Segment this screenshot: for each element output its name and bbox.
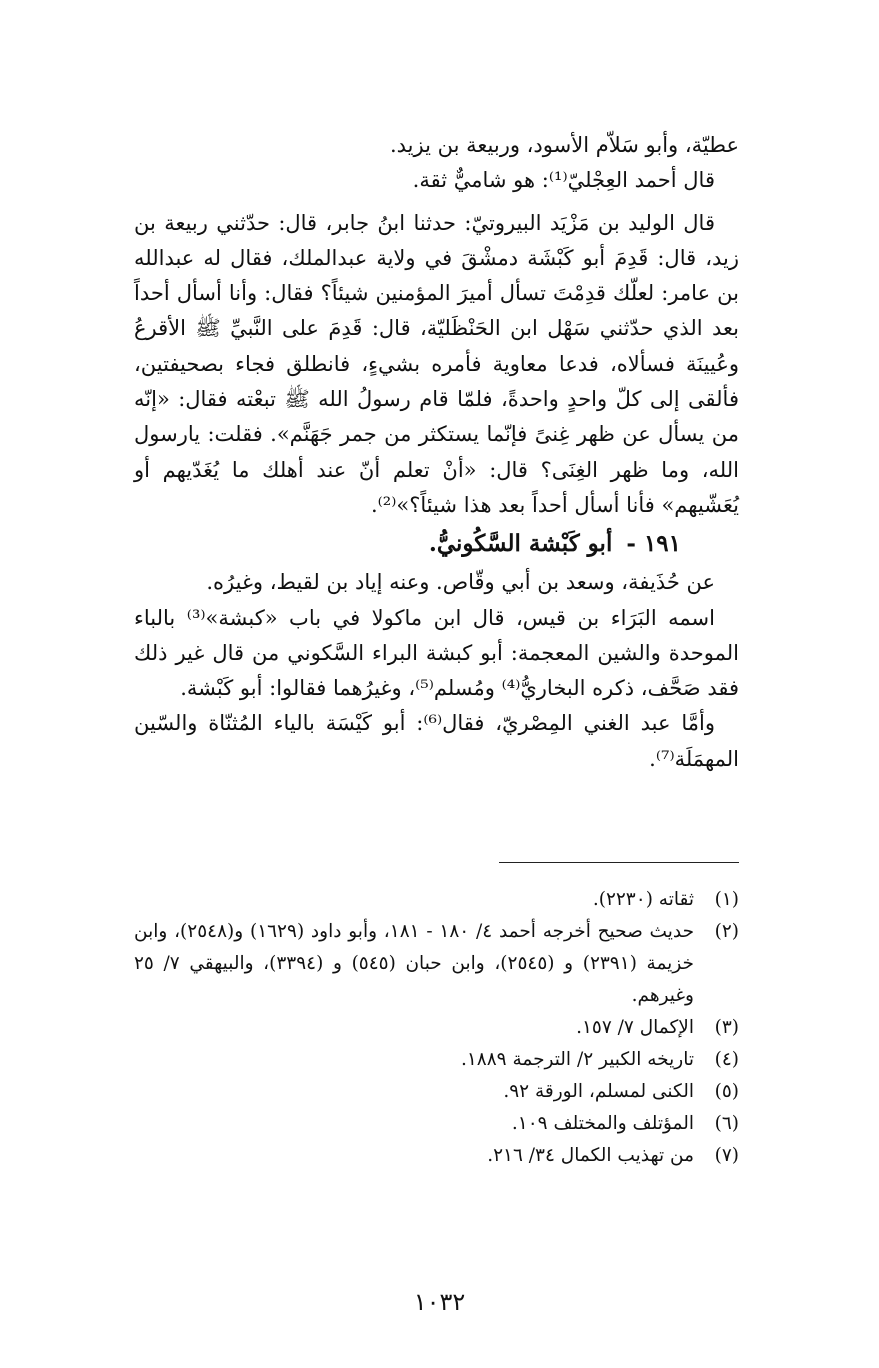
- entry-number: ١٩١ -: [626, 530, 681, 558]
- footnote-item: [134, 884, 739, 916]
- footnote-number: (٥): [714, 1081, 739, 1102]
- paragraph-transmitters: عن حُذَيفة، وسعد بن أبي وقّاص. وعنه إياد بن لقيط، وغيرُه.: [206, 570, 715, 595]
- entry-title: أبو كَبْشة السَّكُونيُّ.: [428, 530, 613, 558]
- paragraph-narrators: عطيّة، وأبو سَلاّم الأسود، وربيعة بن يزيد.: [389, 133, 739, 157]
- footnote-number: (٤): [714, 1049, 739, 1070]
- footnotes-list: [134, 884, 739, 1172]
- footnote-item: [134, 1012, 739, 1044]
- footnote-text: الإكمال ٧/ ١٥٧.: [576, 1017, 694, 1038]
- page-number: ١٠٣٢: [413, 1288, 466, 1316]
- footnote-divider: [499, 862, 739, 863]
- footnote-text: ثقاته (٢٢٣٠).: [592, 889, 694, 910]
- paragraph-hadith: قال الوليد بن مَزْيَد البيروتيّ: حدثنا ابنُ جابر، قال: حدّثني ربيعة بن زيد، قال: قَدِمَ أبو كَبْشَة دمشْقَ في ولاية عبدالملك، فقال له عبدالله بن عامر: لعلّك قدِمْتَ تسأل أميرَ المؤمنين شيئاً؟ فقال: وأنا أسأل أحداً بعد الذي حدّثني سَهْل ابن الحَنْظَليّة، قال: قَدِمَ على النَّبيِّ ﷺ الأقرعُ وعُيينَة فسألاه، فدعا معاوية فأمره بشيءٍ، فانطلق فجاء بصحيفتين، فألقى إلى كلّ واحدٍ واحدةً، فلمّا قام رسولُ الله ﷺ تبعْته فقال: «إنّه من يسأل عن ظهر غِنىً فإنّما يستكثر من جمر جَهَنَّم». فقلت: يارسول الله، وما ظهر الغِنَى؟ قال: «أنْ تعلم أنّ عند أهلك ما يُغَدّيهم أو يُعَشّيهم» فأنا أسأل أحداً بعد هذا شيئاً؟»⁽²⁾.: [134, 210, 739, 517]
- footnote-item: [134, 1044, 739, 1076]
- footnote-number: (١): [714, 889, 739, 910]
- footnote-number: (٧): [714, 1145, 739, 1166]
- paragraph-ijli-quote: قال أحمد العِجْليّ⁽¹⁾: هو شاميٌّ ثقة.: [412, 168, 715, 193]
- main-text: [134, 128, 739, 777]
- paragraph-abdulghani: وأمَّا عبد الغني المِصْريّ، فقال⁽⁶⁾: أبو كَيْسَة بالياء المُثنّاة والسّين المهمَلَة⁽⁷⁾.: [134, 711, 739, 771]
- footnote-number: (٢): [714, 921, 739, 942]
- footnote-number: (٣): [714, 1017, 739, 1038]
- footnote-item: [134, 1108, 739, 1140]
- footnote-item: [134, 1076, 739, 1108]
- footnote-item: [134, 916, 739, 1012]
- entry-heading: [134, 523, 739, 565]
- footnote-item: [134, 1140, 739, 1172]
- paragraph-name: اسمه البَرَاء بن قيس، قال ابن ماكولا في باب «كبشة»⁽³⁾ بالباء الموحدة والشين المعجمة: أبو كبشة البراء السَّكوني من قال غير ذلك فقد صَحَّف، ذكره البخاريُّ⁽⁴⁾ ومُسلم⁽⁵⁾، وغيرُهما فقالوا: أبو كَبْشة.: [134, 605, 739, 701]
- footnote-text: تاريخه الكبير ٢/ الترجمة ١٨٨٩.: [460, 1049, 694, 1070]
- footnote-number: (٦): [714, 1113, 739, 1134]
- footnote-text: المؤتلف والمختلف ١٠٩.: [511, 1113, 694, 1134]
- footnote-text: الكنى لمسلم، الورقة ٩٢.: [503, 1081, 694, 1102]
- footnote-text: من تهذيب الكمال ٣٤/ ٢١٦.: [487, 1145, 694, 1166]
- footnote-text: حديث صحيح أخرجه أحمد ٤/ ١٨٠ - ١٨١، وأبو داود (١٦٢٩) و(٢٥٤٨)، وابن خزيمة (٢٣٩١) و (٢٥٤٥)، وابن حبان (٥٤٥) و (٣٣٩٤)، والبيهقي ٧/ ٢٥ وغيرهم.: [134, 921, 695, 1006]
